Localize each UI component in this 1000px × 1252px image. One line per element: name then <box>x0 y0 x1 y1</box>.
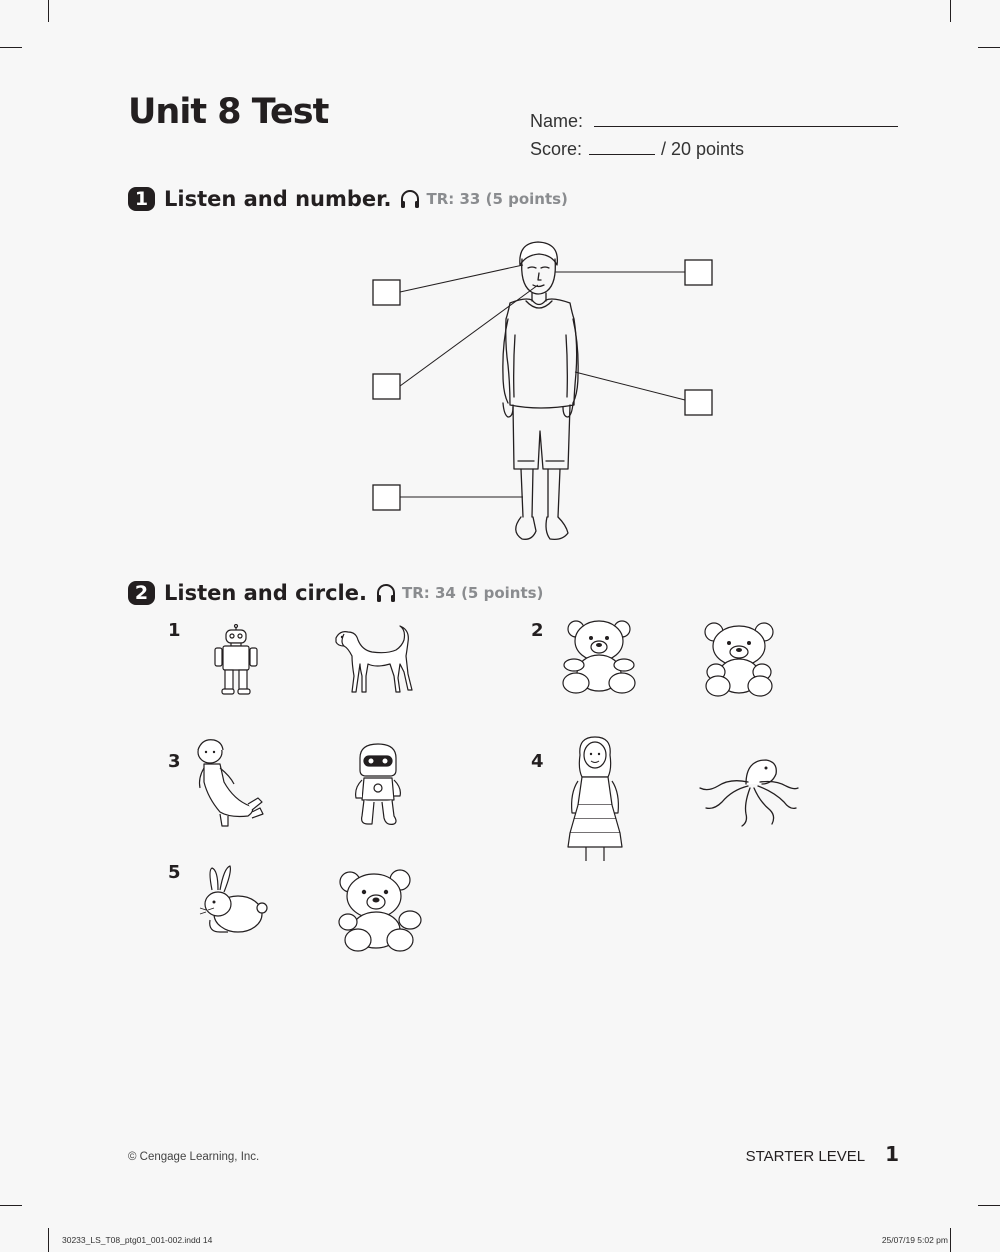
page-title: Unit 8 Test <box>128 92 329 132</box>
doll-picture[interactable] <box>190 738 266 830</box>
headphones-icon <box>399 188 421 210</box>
score-field[interactable] <box>589 154 655 155</box>
print-slug-date: 25/07/19 5:02 pm <box>881 1235 948 1245</box>
answer-box[interactable] <box>373 374 400 399</box>
girl-picture[interactable] <box>562 733 628 865</box>
teddy-bear-picture[interactable] <box>696 620 782 698</box>
boy-labelling-diagram <box>360 235 720 550</box>
crop-mark <box>978 47 1000 48</box>
level-label: STARTER LEVEL <box>745 1148 866 1165</box>
page-footer <box>746 1142 899 1166</box>
item-number: 2 <box>531 620 544 641</box>
item-number: 4 <box>531 751 544 772</box>
section-title: Listen and circle. <box>164 581 367 605</box>
crop-mark <box>48 1228 49 1252</box>
section-2-header <box>128 581 543 605</box>
section-number-badge: 2 <box>128 581 155 605</box>
crop-mark <box>48 0 49 22</box>
item-number: 1 <box>168 620 181 641</box>
track-info: TR: 33 (5 points) <box>426 190 568 208</box>
answer-box[interactable] <box>373 280 400 305</box>
name-field[interactable] <box>594 126 898 127</box>
octopus-picture[interactable] <box>696 754 800 828</box>
answer-boxes <box>373 260 712 510</box>
robot-picture[interactable] <box>210 624 262 696</box>
name-label: Name: <box>530 111 584 131</box>
crop-mark <box>978 1205 1000 1206</box>
item-number: 5 <box>168 862 181 883</box>
crop-mark <box>950 1228 951 1252</box>
headphones-icon <box>375 582 397 604</box>
answer-box[interactable] <box>373 485 400 510</box>
print-slug-file: 30233_LS_T08_ptg01_001-002.indd 14 <box>62 1235 213 1245</box>
teddy-bear-picture[interactable] <box>334 868 426 954</box>
crop-mark <box>0 1205 22 1206</box>
item-number: 3 <box>168 751 181 772</box>
dog-picture[interactable] <box>332 624 420 696</box>
section-number-badge: 1 <box>128 187 155 211</box>
page-number: 1 <box>885 1142 899 1166</box>
score-total: / 20 points <box>661 139 745 159</box>
track-info: TR: 34 (5 points) <box>401 584 544 602</box>
boy-illustration <box>503 242 578 539</box>
teddy-bear-picture[interactable] <box>556 617 642 695</box>
robot-picture[interactable] <box>350 742 406 828</box>
copyright-notice: © Cengage Learning, Inc. <box>128 1151 260 1163</box>
answer-box[interactable] <box>685 390 712 415</box>
crop-mark <box>950 0 951 22</box>
crop-mark <box>0 47 22 48</box>
score-label: Score: <box>530 139 583 159</box>
answer-box[interactable] <box>685 260 712 285</box>
section-title: Listen and number. <box>164 187 392 211</box>
section-1-header <box>128 187 568 211</box>
rabbit-picture[interactable] <box>198 864 268 936</box>
